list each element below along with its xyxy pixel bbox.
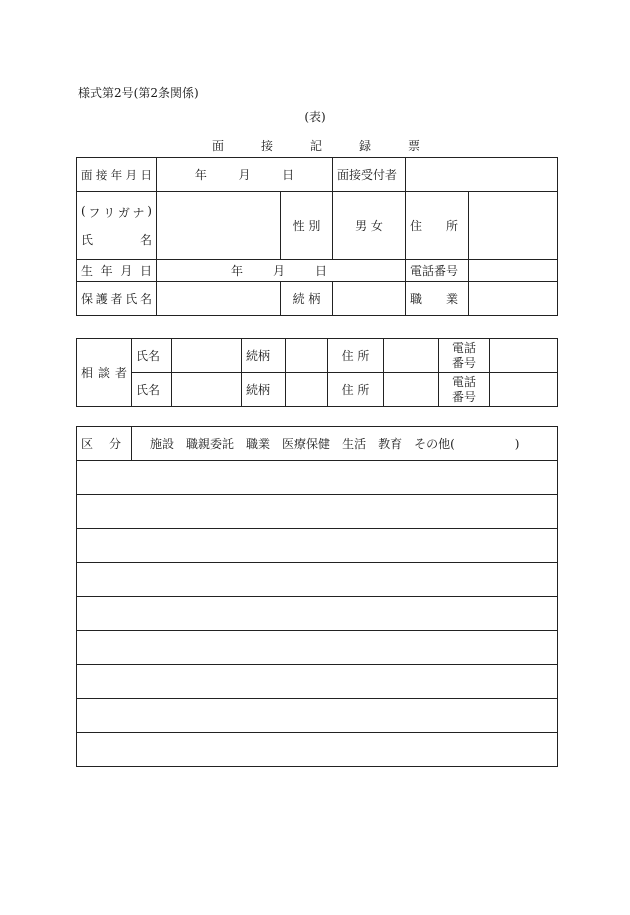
guardian-field[interactable] <box>157 282 281 316</box>
phone-field[interactable] <box>469 260 558 282</box>
name-label-cell <box>77 192 157 260</box>
document-title <box>212 137 420 154</box>
gender-options[interactable]: 男 女 <box>333 192 406 260</box>
consultant-phone-label: 電話 番号 <box>439 339 490 373</box>
month-unit: 月 <box>273 264 286 278</box>
gender-label: 性 別 <box>281 192 333 260</box>
consultant-phone-label: 電話 番号 <box>439 373 490 407</box>
interview-table <box>76 157 558 316</box>
name-field[interactable] <box>157 192 281 260</box>
category-option[interactable]: 職業 <box>246 437 271 451</box>
category-option[interactable]: 施設 <box>150 437 175 451</box>
furigana-label: ( フ リ ガ ナ ) <box>81 203 152 220</box>
receiver-field[interactable] <box>406 158 558 192</box>
title-char: 票 <box>407 139 420 153</box>
consultant-relation-label: 続柄 <box>242 339 286 373</box>
consultant-name-field[interactable] <box>172 373 242 407</box>
category-other-close: ) <box>514 436 520 451</box>
consultant-phone-field[interactable] <box>490 339 558 373</box>
category-option[interactable]: 生活 <box>342 437 367 451</box>
phone-label: 電話番号 <box>406 260 469 282</box>
notes-line[interactable] <box>77 665 558 699</box>
day-unit: 日 <box>315 264 328 278</box>
relation-label: 続 柄 <box>281 282 333 316</box>
occupation-label: 職 業 <box>406 282 469 316</box>
category-option[interactable]: 医療保健 <box>282 437 331 451</box>
birthdate-field[interactable] <box>157 260 406 282</box>
occupation-field[interactable] <box>469 282 558 316</box>
consultant-relation-label: 続柄 <box>242 373 286 407</box>
form-number: 様式第2号(第2条関係) <box>78 86 199 100</box>
face-label: (表) <box>304 110 326 124</box>
title-char: 面 <box>212 139 225 153</box>
category-option-other[interactable]: その他( <box>414 437 455 451</box>
month-unit: 月 <box>238 168 251 182</box>
notes-line[interactable] <box>77 699 558 733</box>
consultant-relation-field[interactable] <box>286 339 328 373</box>
interview-date-field[interactable] <box>157 158 333 192</box>
title-char: 記 <box>309 139 322 153</box>
guardian-label: 保 護 者 氏 名 <box>77 282 157 316</box>
interview-date-label: 面 接 年 月 日 <box>77 158 157 192</box>
year-unit: 年 <box>231 264 244 278</box>
consultant-name-field[interactable] <box>172 339 242 373</box>
consultant-address-field[interactable] <box>384 373 439 407</box>
category-label: 区 分 <box>77 427 132 461</box>
category-table <box>76 426 558 767</box>
consultant-relation-field[interactable] <box>286 373 328 407</box>
consultant-address-label: 住 所 <box>328 373 384 407</box>
category-option[interactable]: 職親委託 <box>186 437 235 451</box>
address-label: 住 所 <box>406 192 469 260</box>
notes-line[interactable] <box>77 597 558 631</box>
notes-line[interactable] <box>77 461 558 495</box>
consultant-name-label: 氏名 <box>132 373 172 407</box>
receiver-label: 面接受付者 <box>333 158 406 192</box>
consultant-address-field[interactable] <box>384 339 439 373</box>
consultant-label: 相 談 者 <box>77 339 132 407</box>
category-options <box>132 427 558 461</box>
relation-field[interactable] <box>333 282 406 316</box>
title-char: 接 <box>260 139 273 153</box>
notes-line[interactable] <box>77 529 558 563</box>
year-unit: 年 <box>194 168 207 182</box>
notes-line[interactable] <box>77 563 558 597</box>
notes-line[interactable] <box>77 733 558 767</box>
day-unit: 日 <box>282 168 295 182</box>
address-field[interactable] <box>469 192 558 260</box>
birthdate-label: 生 年 月 日 <box>77 260 157 282</box>
consultant-table <box>76 338 558 407</box>
name-label: 氏 名 <box>81 232 152 247</box>
notes-line[interactable] <box>77 495 558 529</box>
notes-line[interactable] <box>77 631 558 665</box>
consultant-address-label: 住 所 <box>328 339 384 373</box>
consultant-phone-field[interactable] <box>490 373 558 407</box>
category-option[interactable]: 教育 <box>378 437 403 451</box>
title-char: 録 <box>358 139 371 153</box>
consultant-name-label: 氏名 <box>132 339 172 373</box>
